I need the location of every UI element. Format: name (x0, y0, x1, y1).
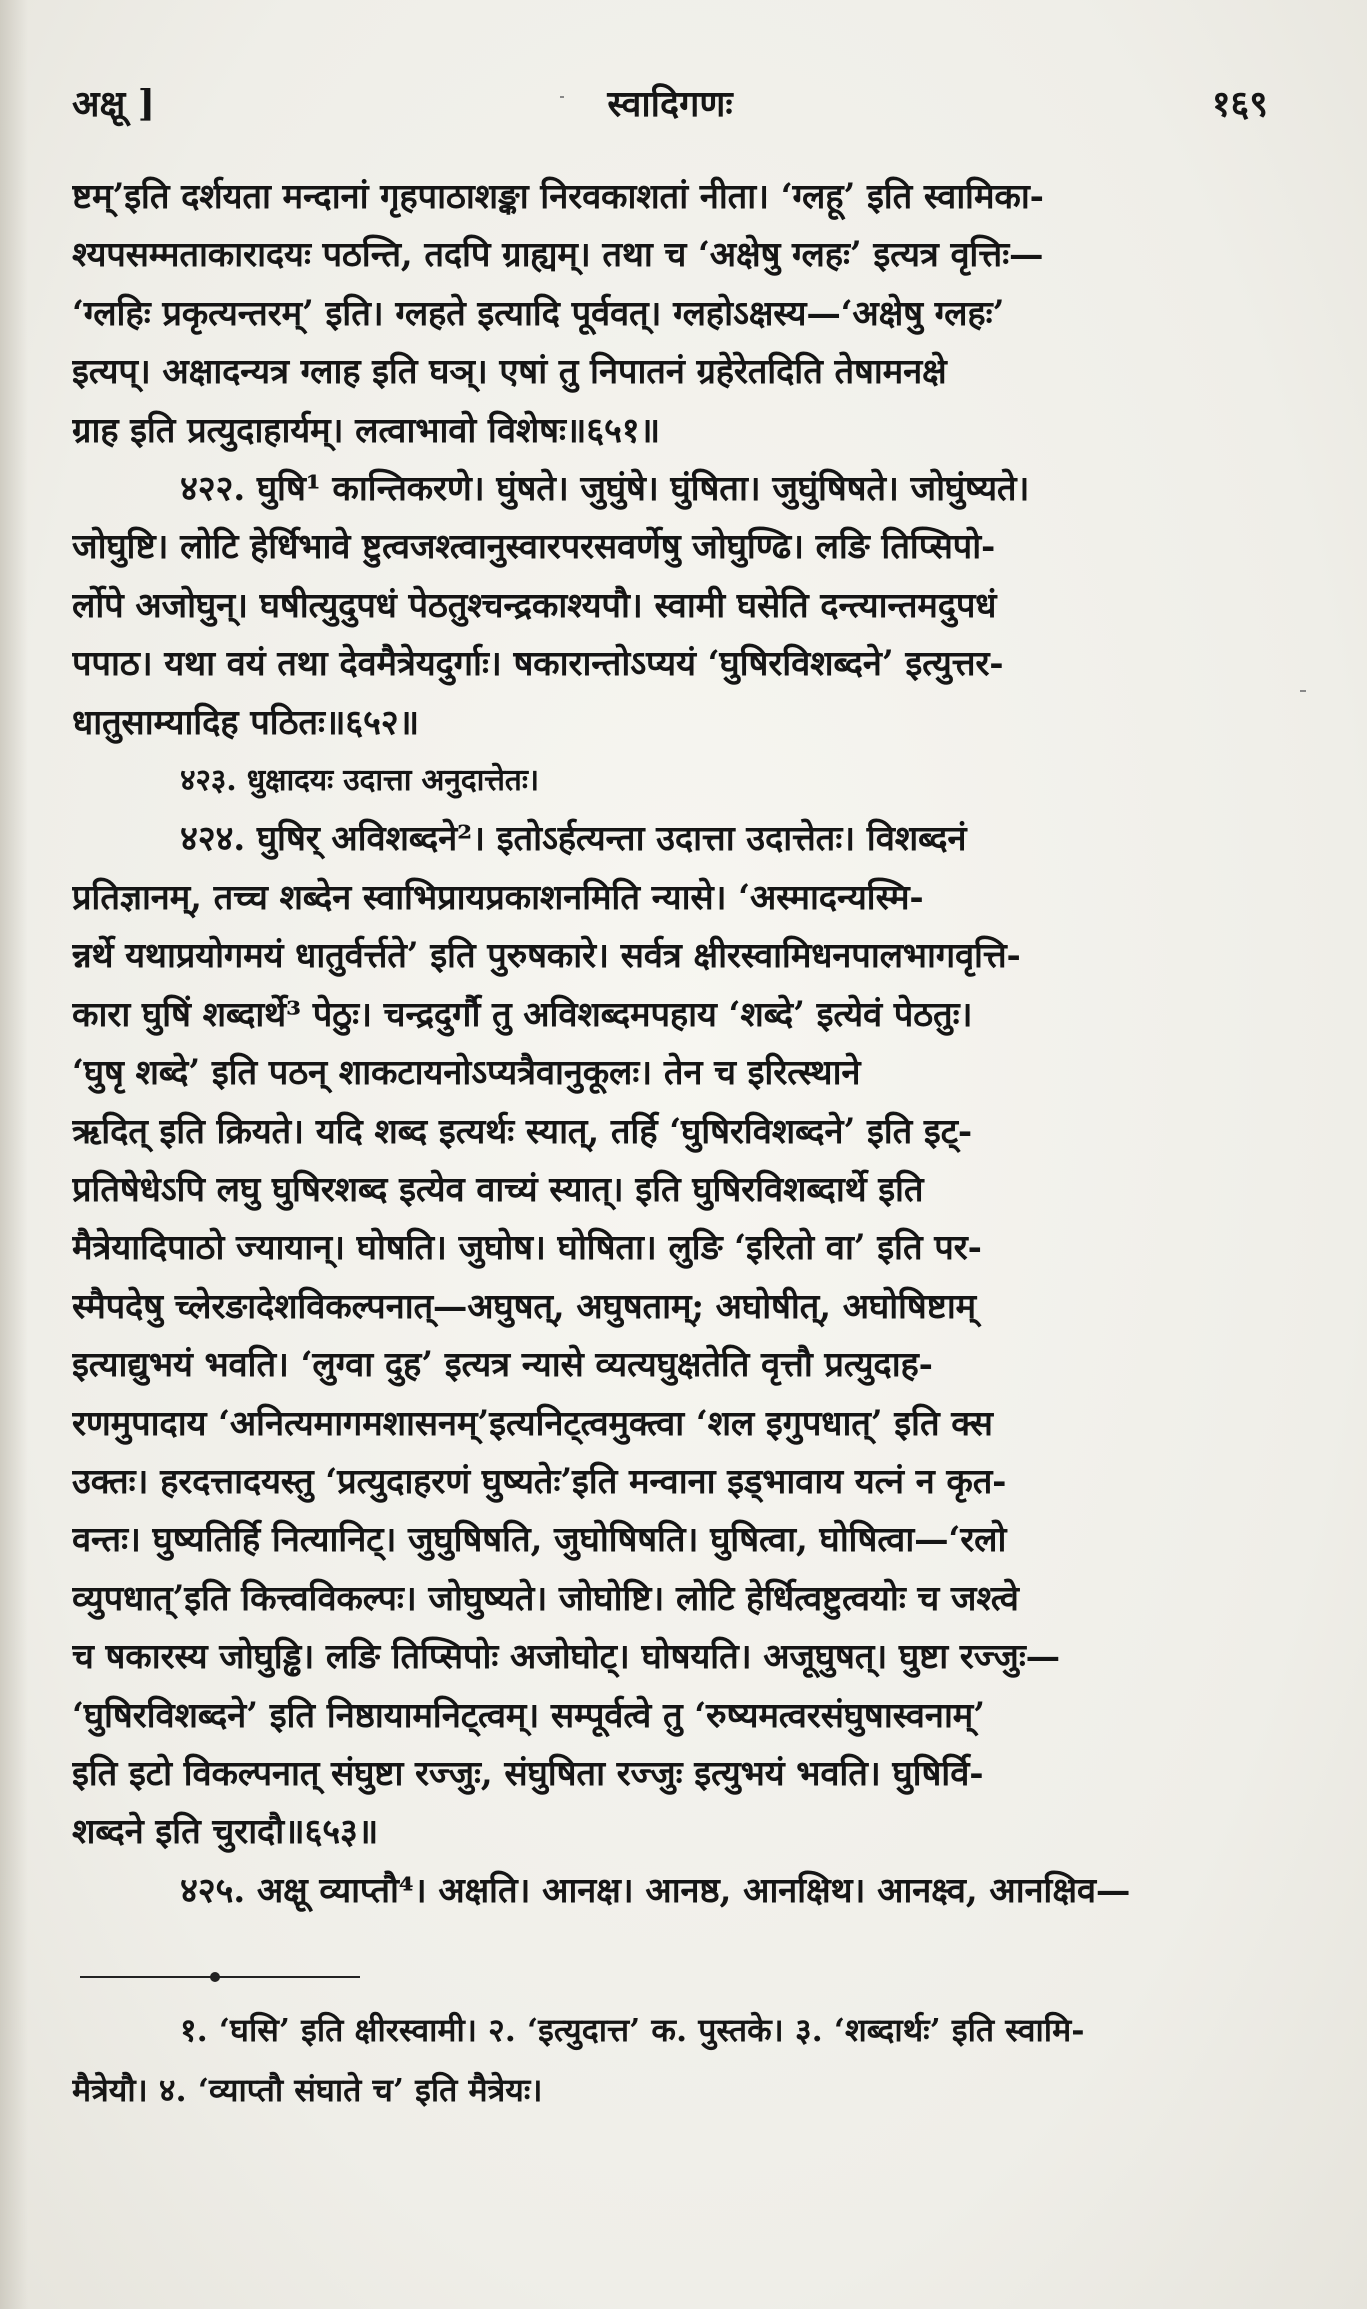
header-section-title: स्वादिगणः (607, 83, 733, 125)
footnote-line: मैत्रेयौ। ४. ‘व्याप्तौ संघाते च’ इति मैत्रेयः। (72, 2071, 543, 2109)
paragraph-1 (72, 168, 1268, 460)
header-left-word: अक्षू ] (72, 83, 155, 125)
text-line: धातुसाम्यादिह पठितः॥६५२॥ (72, 702, 419, 743)
text-line: ४२२. घुषि¹ कान्तिकरणे। घुंषते। जुघुंषे। घुंषिता। जुघुंषिषते। जोघुंष्यते। (180, 469, 1030, 510)
scan-speck (1300, 690, 1306, 692)
book-spine-shadow (0, 0, 28, 2309)
main-text (72, 168, 1268, 1920)
text-line: व्युपधात्’इति कित्त्वविकल्पः। जोघुष्यते। जोघोष्टि। लोटि हेर्धित्वष्टुत्वयोः च जश्त्वे (72, 1578, 1019, 1619)
paragraph-424 (72, 810, 1268, 1861)
separator-line (80, 1976, 360, 1978)
paragraph-423 (72, 752, 1268, 810)
text-line: वन्तः। घुष्यतिर्हि नित्यानिट्। जुघुषिषति, जुघोषिषति। घुषित्वा, घोषित्वा—‘रलो (72, 1520, 1007, 1561)
text-line: पपाठ। यथा वयं तथा देवमैत्रेयदुर्गाः। षकारान्तोऽप्ययं ‘घुषिरविशब्दने’ इत्युत्तर- (72, 644, 1004, 685)
text-line: स्मैपदेषु च्लेरङादेशविकल्पनात्—अघुषत्, अघुषताम्; अघोषीत्, अघोषिष्टाम् (72, 1286, 976, 1327)
text-line: ष्टम्’इति दर्शयता मन्दानां गृहपाठाशङ्का निरवकाशतां नीता। ‘ग्लहू’ इति स्वामिका- (72, 177, 1044, 217)
text-line: ‘घुषिरविशब्दने’ इति निष्ठायामनिट्त्वम्। सम्पूर्वत्वे तु ‘रुष्यमत्वरसंघुषास्वनाम्’ (72, 1695, 985, 1736)
separator-dot (210, 1972, 220, 1982)
text-line: ४२५. अक्षू व्याप्तौ⁴। अक्षति। आनक्ष। आनष्ठ, आनक्षिथ। आनक्ष्व, आनक्षिव— (180, 1870, 1131, 1911)
text-line: रणमुपादाय ‘अनित्यमागमशासनम्’इत्यनिट्त्वमुक्त्वा ‘शल इगुपधात्’ इति क्स (72, 1403, 993, 1444)
footnotes (72, 2000, 1268, 2120)
running-header (72, 78, 1268, 138)
text-line: श्यपसम्मताकारादयः पठन्ति, तदपि ग्राह्यम्। तथा च ‘अक्षेषु ग्लहः’ इत्यत्र वृत्तिः— (72, 235, 1044, 276)
text-line: प्रतिषेधेऽपि लघु घुषिरशब्द इत्येव वाच्यं स्यात्। इति घुषिरविशब्दार्थे इति (72, 1169, 924, 1210)
text-line: मैत्रेयादिपाठो ज्यायान्। घोषति। जुघोष। घोषिता। लुङि ‘इरितो वा’ इति पर- (72, 1228, 982, 1269)
paragraph-422 (72, 460, 1268, 752)
text-line: न्नर्थे यथाप्रयोगमयं धातुर्वर्त्तते’ इति पुरुषकारे। सर्वत्र क्षीरस्वामिधनपालभागवृत्ति- (72, 936, 1021, 977)
text-line: च षकारस्य जोघुड्ढि। लङि तिप्सिपोः अजोघोट्। घोषयति। अजूघुषत्। घुष्टा रज्जुः— (72, 1637, 1060, 1678)
paragraph-425 (72, 1862, 1268, 1920)
text-line: ऋदित् इति क्रियते। यदि शब्द इत्यर्थः स्यात्, तर्हि ‘घुषिरविशब्दने’ इति इट्- (72, 1111, 972, 1152)
text-line: इत्याद्युभयं भवति। ‘लुग्वा दुह’ इत्यत्र न्यासे व्यत्यघुक्षतेति वृत्तौ प्रत्युदाह- (72, 1345, 933, 1386)
text-line: ४२३. धुक्षादयः उदात्ता अनुदात्तेतः। (180, 763, 539, 799)
text-line: ‘ग्लहिः प्रकृत्यन्तरम्’ इति। ग्लहते इत्यादि पूर्ववत्। ग्लहोऽक्षस्य—‘अक्षेषु ग्लहः’ (72, 293, 1005, 334)
text-line: उक्तः। हरदत्तादयस्तु ‘प्रत्युदाहरणं घुष्यतेः’इति मन्वाना इड्भावाय यत्नं न कृत- (72, 1461, 1007, 1502)
text-line: जोघुष्टि। लोटि हेर्धिभावे ष्टुत्वजश्त्वानुस्वारपरसवर्णेषु जोघुण्ढि। लङि तिप्सिपो- (72, 527, 996, 568)
footnote-line: १. ‘घसि’ इति क्षीरस्वामी। २. ‘इत्युदात्त’ क. पुस्तके। ३. ‘शब्दार्थः’ इति स्वामि- (180, 2011, 1085, 2049)
page-number: १६९ (1211, 83, 1268, 125)
text-line: इति इटो विकल्पनात् संघुष्टा रज्जुः, संघुषिता रज्जुः इत्युभयं भवति। घुषिर्वि- (72, 1753, 984, 1794)
text-line: इत्यप्। अक्षादन्यत्र ग्लाह इति घञ्। एषां तु निपातनं ग्रहेरेतदिति तेषामनक्षे (72, 352, 947, 393)
text-line: र्लोपे अजोघुन्। घषीत्युदुपधं पेठतुश्चन्द्रकाश्यपौ। स्वामी घसेति दन्त्यान्तमदुपधं (72, 585, 997, 626)
text-line: ‘घुषृ शब्दे’ इति पठन् शाकटायनोऽप्यत्रैवानुकूलः। तेन च इरित्स्थाने (72, 1053, 861, 1094)
text-line: प्रतिज्ञानम्, तच्च शब्देन स्वाभिप्रायप्रकाशनमिति न्यासे। ‘अस्मादन्यस्मि- (72, 877, 924, 918)
text-line: ग्राह इति प्रत्युदाहार्यम्। लत्वाभावो विशेषः॥६५१॥ (72, 410, 660, 451)
text-line: कारा घुषिं शब्दार्थे³ पेठुः। चन्द्रदुर्गौ तु अविशब्दमपहाय ‘शब्दे’ इत्येवं पेठतुः। (72, 994, 973, 1035)
text-line: ४२४. घुषिर् अविशब्दने²। इतोऽर्हत्यन्ता उदात्ता उदात्तेतः। विशब्दनं (180, 819, 967, 860)
scan-speck (560, 96, 564, 98)
text-line: शब्दने इति चुरादौ॥६५३॥ (72, 1812, 379, 1853)
footnote-separator (80, 1972, 360, 1982)
